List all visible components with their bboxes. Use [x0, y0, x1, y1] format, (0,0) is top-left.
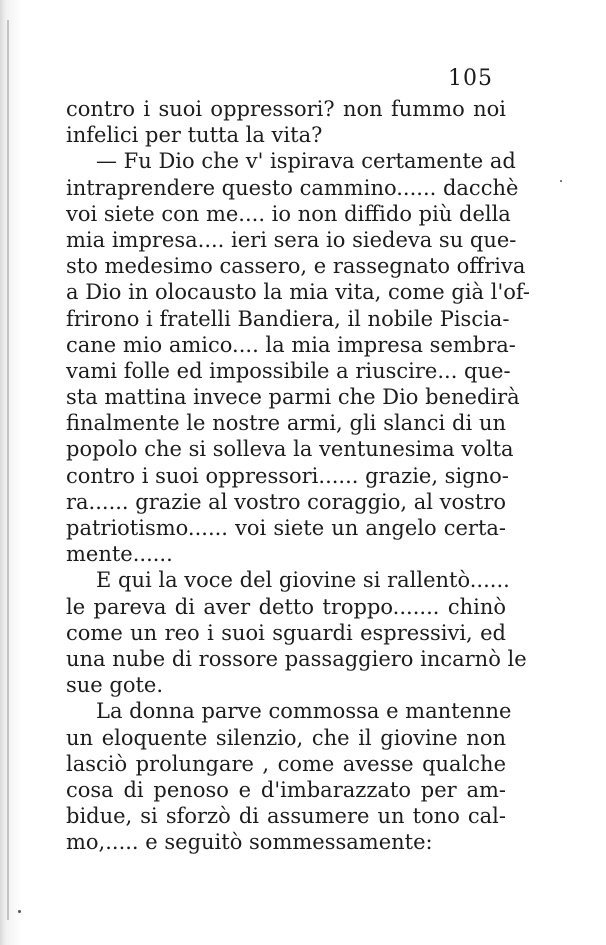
text-line: mente......	[66, 542, 173, 567]
page-binding-edge	[0, 0, 22, 945]
paper-speck	[18, 910, 21, 913]
text-line: a Dio in olocausto la mia vita, come già l'of-	[66, 280, 530, 305]
text-line: le pareva di aver detto troppo....... chinò	[66, 594, 506, 619]
text-line: infelici per tutta la vita?	[66, 123, 323, 148]
text-line: E qui la voce del giovine si rallentò......	[96, 568, 510, 593]
text-line: lasciò prolungare , come avesse qualche	[66, 751, 506, 776]
text-line: una nube di rossore passaggiero incarnò le	[66, 646, 527, 671]
text-line: ra...... grazie al vostro coraggio, al vostro	[66, 489, 507, 514]
text-line: finalmente le nostre armi, gli slanci di un	[66, 411, 506, 436]
text-line: contro i suoi oppressori...... grazie, signo-	[66, 463, 509, 488]
text-line: frirono i fratelli Bandiera, il nobile Piscia-	[66, 306, 510, 331]
text-line: intraprendere questo cammino...... dacchè	[66, 175, 519, 200]
text-line: popolo che si solleva la ventunesima volta	[66, 437, 514, 462]
text-line: cane mio amico.... la mia impresa sembra-	[66, 332, 516, 357]
text-line: patriotismo...... voi siete un angelo certa-	[66, 516, 506, 540]
body-text	[66, 96, 530, 855]
text-line: — Fu Dio che v' ispirava certamente ad	[96, 149, 516, 174]
text-line: mo,..... e seguitò sommessamente:	[66, 830, 433, 855]
text-line: sto medesimo cassero, e rassegnato offriva	[66, 254, 526, 279]
page-number: 105	[448, 66, 493, 91]
text-line: come un reo i suoi sguardi espressivi, ed	[66, 620, 506, 645]
text-line: contro i suoi oppressori? non fummo noi	[66, 97, 506, 121]
text-line: cosa di penoso e d'imbarazzato per am-	[66, 777, 506, 802]
text-line: vami folle ed impossibile a riuscire... que-	[66, 358, 511, 383]
text-line: La donna parve commossa e mantenne	[96, 699, 512, 724]
binding-shadow-line	[7, 20, 9, 920]
paper-speck	[560, 180, 562, 182]
text-line: bidue, si sforzò di assumere un tono cal-	[66, 804, 506, 829]
text-line: sta mattina invece parmi che Dio benedirà	[66, 385, 520, 410]
text-line: mia impresa.... ieri sera io siedeva su que-	[66, 227, 517, 252]
text-line: sue gote.	[66, 673, 164, 698]
text-line: un eloquente silenzio, che il giovine non	[66, 725, 506, 750]
text-line: voi siete con me.... io non diffido più della	[66, 201, 511, 226]
